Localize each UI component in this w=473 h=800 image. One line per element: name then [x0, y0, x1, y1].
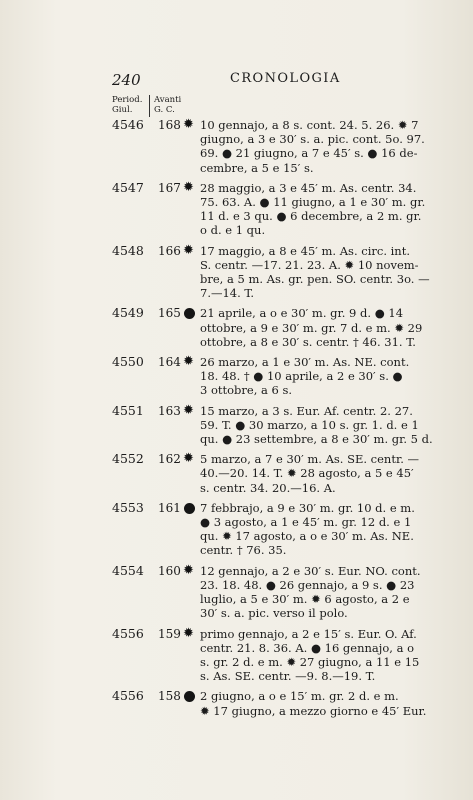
julian-period: 4556 — [112, 688, 144, 704]
entry-text-line: 69. ● 21 giugno, a 7 e 45′ s. ● 16 de- — [200, 146, 418, 161]
chronology-entry — [112, 355, 447, 398]
sun-icon — [183, 628, 197, 642]
entry-text — [200, 118, 447, 175]
column-heading-year — [154, 95, 181, 115]
page-number: 240 — [112, 71, 141, 89]
entry-text-line: S. centr. —17. 21. 23. A. ✹ 10 novem- — [200, 257, 419, 272]
column-headings — [112, 95, 232, 119]
julian-period: 4548 — [112, 242, 144, 258]
entry-text — [200, 244, 447, 301]
column-heading-period-line1: Period. — [112, 95, 143, 105]
entry-text-line: ● 3 agosto, a 1 e 45′ m. gr. 12 d. e 1 — [200, 515, 412, 530]
year-bc: 165 — [158, 306, 181, 321]
julian-period: 4549 — [112, 305, 144, 321]
entry-text-line: ottobre, a 9 e 30′ m. gr. 7 d. e m. ✹ 29 — [200, 320, 423, 335]
julian-period: 4556 — [112, 625, 144, 641]
year-bc: 159 — [158, 626, 181, 641]
entry-text — [200, 404, 447, 447]
chronology-entry — [112, 244, 447, 301]
year-bc: 168 — [158, 118, 181, 132]
chronology-entry — [112, 627, 447, 684]
column-heading-period-line2: Giul. — [112, 105, 133, 115]
entry-text-line: o d. e 1 qu. — [200, 223, 266, 238]
entry-text-line: 12 gennajo, a 2 e 30′ s. Eur. NO. cont. — [200, 563, 421, 578]
year-bc: 164 — [158, 355, 181, 370]
entry-text-line: 15 marzo, a 3 s. Eur. Af. centr. 2. 27. — [200, 403, 413, 418]
entry-text-line: 28 maggio, a 3 e 45′ m. As. centr. 34. — [200, 180, 417, 195]
entry-text-line: giugno, a 3 e 30′ s. a. pic. cont. 5o. 97. — [200, 132, 425, 147]
sun-icon — [183, 405, 197, 419]
entry-text-line: 26 marzo, a 1 e 30′ m. As. NE. cont. — [200, 355, 410, 370]
entry-text-line: bre, a 5 m. As. gr. pen. SO. centr. 3o. — — [200, 272, 430, 287]
entry-text-line: ✹ 17 giugno, a mezzo giorno e 45′ Eur. — [200, 703, 427, 718]
entry-text-line: 75. 63. A. ● 11 giugno, a 1 e 30′ m. gr. — [200, 195, 426, 210]
entry-text-line: centr. 21. 8. 36. A. ● 16 gennajo, a o — [200, 640, 415, 655]
column-heading-year-line2: G. C. — [154, 105, 175, 115]
entry-text-line: 21 aprile, a o e 30′ m. gr. 9 d. ● 14 — [200, 306, 404, 321]
entry-text-line: s. As. SE. centr. —9. 8.—19. T. — [200, 669, 376, 684]
column-divider — [149, 95, 150, 117]
year-bc: 160 — [158, 563, 181, 578]
chronology-entry — [112, 452, 447, 495]
moon-icon — [183, 690, 197, 704]
moon-icon — [183, 502, 197, 516]
sun-icon — [183, 453, 197, 467]
julian-period: 4550 — [112, 354, 144, 370]
sun-icon — [183, 565, 197, 579]
year-bc: 158 — [158, 689, 181, 704]
entry-text-line: centr. † 76. 35. — [200, 543, 287, 558]
year-bc: 161 — [158, 500, 181, 515]
year-bc: 166 — [158, 243, 181, 258]
chronology-entry — [112, 306, 447, 349]
entry-text-line: s. gr. 2 d. e m. ✹ 27 giugno, a 11 e 15 — [200, 654, 420, 669]
chronology-entry — [112, 501, 447, 558]
year-bc: 167 — [158, 180, 181, 195]
entry-text-line: 10 gennajo, a 8 s. cont. 24. 5. 26. ✹ 7 — [200, 118, 419, 132]
chronology-entry — [112, 118, 447, 175]
julian-period: 4546 — [112, 117, 144, 132]
entry-text-line: luglio, a 5 e 30′ m. ✹ 6 agosto, a 2 e — [200, 592, 410, 607]
entry-text-line: 2 giugno, a o e 15′ m. gr. 2 d. e m. — [200, 689, 399, 704]
sun-icon — [183, 245, 197, 259]
entry-text-line: ottobre, a 8 e 30′ s. centr. † 46. 31. T. — [200, 334, 416, 349]
entry-text-line: 11 d. e 3 qu. ● 6 decembre, a 2 m. gr. — [200, 209, 422, 224]
entry-text-line: primo gennajo, a 2 e 15′ s. Eur. O. Af. — [200, 626, 417, 641]
entry-text — [200, 181, 447, 238]
entry-text — [200, 452, 447, 495]
entry-text — [200, 306, 447, 349]
column-heading-year-line1: Avanti — [154, 95, 182, 105]
column-heading-period — [112, 95, 142, 115]
sun-icon — [183, 356, 197, 370]
entry-text — [200, 627, 447, 684]
entry-text-line: 40.—20. 14. T. ✹ 28 agosto, a 5 e 45′ — [200, 466, 414, 481]
entry-text-line: 7.—14. T. — [200, 286, 255, 301]
julian-period: 4554 — [112, 562, 144, 578]
entry-text — [200, 355, 447, 398]
sun-icon — [183, 119, 197, 133]
entry-text-line: 30′ s. a. pic. verso il polo. — [200, 606, 348, 621]
year-bc: 162 — [158, 452, 181, 467]
running-title: CRONOLOGIA — [230, 71, 341, 86]
page-header — [112, 71, 442, 91]
julian-period: 4551 — [112, 402, 144, 418]
chronology-entry — [112, 564, 447, 621]
julian-period: 4553 — [112, 499, 144, 515]
entry-text-line: 5 marzo, a 7 e 30′ m. As. SE. centr. — — [200, 452, 420, 467]
entry-text-line: 23. 18. 48. ● 26 gennajo, a 9 s. ● 23 — [200, 577, 415, 592]
entry-text-line: cembre, a 5 e 15′ s. — [200, 160, 314, 175]
chronology-entries — [112, 118, 447, 724]
entry-text-line: 17 maggio, a 8 e 45′ m. As. circ. int. — [200, 243, 410, 258]
julian-period: 4547 — [112, 179, 144, 195]
entry-text-line: 18. 48. † ● 10 aprile, a 2 e 30′ s. ● — [200, 369, 403, 384]
entry-text — [200, 501, 447, 558]
entry-text-line: 7 febbrajo, a 9 e 30′ m. gr. 10 d. e m. — [200, 500, 415, 515]
chronology-entry — [112, 181, 447, 238]
entry-text-line: 3 ottobre, a 6 s. — [200, 383, 293, 398]
chronology-entry — [112, 404, 447, 447]
year-bc: 163 — [158, 403, 181, 418]
chronology-entry — [112, 689, 447, 717]
entry-text-line: qu. ● 23 settembre, a 8 e 30′ m. gr. 5 d. — [200, 432, 433, 447]
entry-text — [200, 689, 447, 717]
entry-text-line: 59. T. ● 30 marzo, a 10 s. gr. 1. d. e 1 — [200, 417, 419, 432]
sun-icon — [183, 182, 197, 196]
julian-period: 4552 — [112, 451, 144, 467]
entry-text — [200, 564, 447, 621]
moon-icon — [183, 307, 197, 321]
entry-text-line: qu. ✹ 17 agosto, a o e 30′ m. As. NE. — [200, 529, 414, 544]
entry-text-line: s. centr. 34. 20.—16. A. — [200, 480, 336, 495]
